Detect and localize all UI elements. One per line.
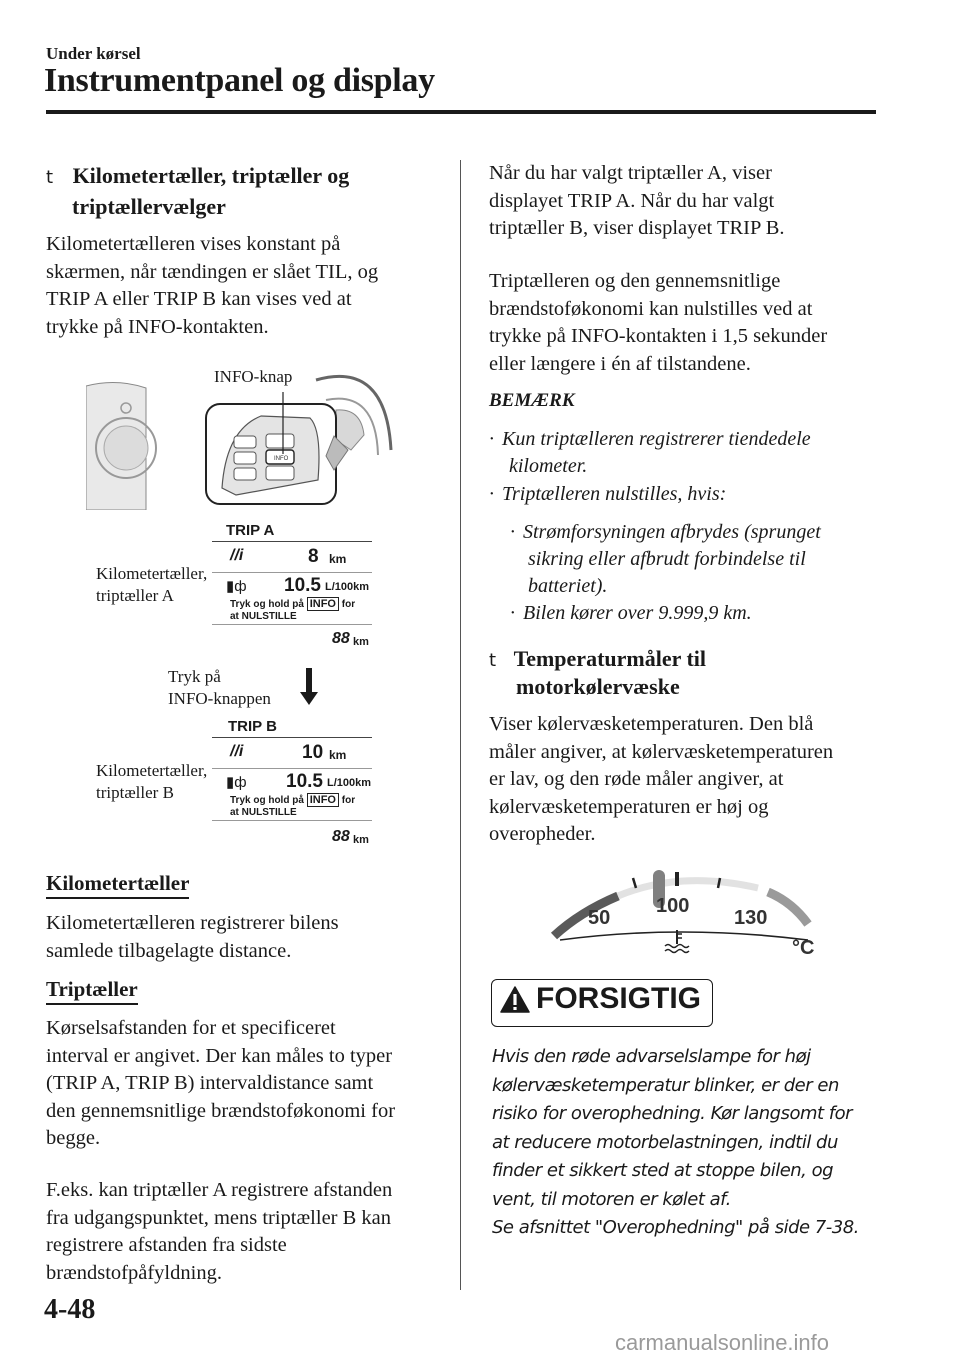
trip-a-fuel-economy: 10.5 <box>284 575 321 596</box>
note-subitem-2: · Bilen kører over 9.999,9 km. <box>510 602 752 624</box>
gauge-tick <box>633 878 636 888</box>
volume-up-button-icon <box>234 436 256 448</box>
intro-paragraph: Kilometertælleren vises konstant på skærmen, når tændingen er slået TIL, og TRIP A eller TRIP B kan vises ved at trykke på INFO-kontakten. <box>46 233 379 338</box>
header-rule <box>46 110 876 114</box>
label-trip-a: Kilometertæller, triptæller A <box>96 564 208 605</box>
gauge-label-100: 100 <box>656 895 690 917</box>
trip-a-reset-hint: Tryk og hold på INFO for at NULSTILLE <box>230 598 356 622</box>
trip-paragraph-1: Kørselsafstanden for et specificeret interval er angivet. Der kan måles to typer (TRIP A, TRIP B) intervaldistance samt den gennemsnitlige brændstoføkonomi for begge. <box>46 1017 396 1149</box>
odometer-b-unit: km <box>353 834 369 846</box>
odometer-paragraph: Kilometertælleren registrerer bilens samlede tilbagelagte distance. <box>46 912 339 962</box>
trip-b-title: TRIP B <box>228 718 277 735</box>
note-item-2: · Triptælleren nulstilles, hvis: <box>489 483 727 505</box>
temperature-heading-line2: motorkølervæske <box>516 674 680 699</box>
fuel-economy-icon: ▮ф <box>226 578 247 595</box>
odometer-a-value: 88 <box>332 630 350 647</box>
odometer-subheading: Kilometertæller <box>46 870 189 899</box>
info-button-label: INFO <box>274 456 289 462</box>
reset-paragraph: Triptælleren og den gennemsnitlige brændstoføkonomi kan nulstilles ved at trykke på INFO-kontakten i 1,5 sekunder eller længere i én af tilstandene. <box>489 270 828 375</box>
note-heading: BEMÆRK <box>489 390 575 411</box>
gauge-label-130: 130 <box>734 907 768 929</box>
odometer-trip-heading: t Kilometertæller, triptæller og <box>46 163 350 188</box>
coolant-temperature-icon <box>665 930 689 953</box>
info-key-box: INFO <box>307 597 339 611</box>
chapter-title: Instrumentpanel og display <box>44 62 435 99</box>
seek-up-button-icon <box>266 434 294 448</box>
info-key-box: INFO <box>307 793 339 807</box>
trip-subheading: Triptæller <box>46 976 138 1005</box>
gauge-face <box>104 426 148 470</box>
bullet: · <box>510 602 515 624</box>
bullet: · <box>489 483 494 505</box>
trip-distance-icon: //i <box>230 547 244 564</box>
section-label: Under kørsel <box>46 44 141 63</box>
column-divider <box>460 160 461 1290</box>
page-number: 4-48 <box>44 1294 96 1325</box>
normal-arc <box>618 881 758 896</box>
watermark: carmanualsonline.info <box>615 1330 830 1355</box>
caution-title: FORSIGTIG <box>536 982 701 1015</box>
warning-triangle-icon <box>500 986 530 1013</box>
heading-marker: t <box>46 167 54 188</box>
heading-marker: t <box>489 650 497 671</box>
label-press-info: Tryk på INFO-knappen <box>168 667 271 708</box>
odometer-b-value: 88 <box>332 828 350 845</box>
trip-b-distance: 10 <box>302 742 324 763</box>
display-trip-b <box>212 716 374 851</box>
info-knap-callout: INFO-knap <box>214 367 293 386</box>
trip-b-distance-unit: km <box>329 748 347 762</box>
gauge-baseline <box>560 932 808 940</box>
seek-down-button-icon <box>266 466 294 480</box>
trip-b-reset-hint: Tryk og hold på INFO for at NULSTILLE <box>230 794 356 818</box>
gauge-unit-celsius: °C <box>792 937 815 959</box>
volume-down-button-icon <box>234 468 256 480</box>
note-item-1: · Kun triptælleren registrerer tiendedele kilometer. <box>489 428 811 477</box>
trip-b-fuel-economy: 10.5 <box>286 771 323 792</box>
trip-paragraph-2: F.eks. kan triptæller A registrere afstanden fra udgangspunktet, mens triptæller B kan registrere afstanden fra sidste brændstofpåfyldning. <box>46 1179 393 1284</box>
odometer-a-unit: km <box>353 636 369 648</box>
arrow-down-icon <box>298 668 320 706</box>
note-subitem-1: · Strømforsyningen afbrydes (sprunget sikring eller afbrudt forbindelse til batteriet). <box>510 521 821 597</box>
trip-a-distance-unit: km <box>329 552 347 566</box>
fuel-economy-icon: ▮ф <box>226 774 247 791</box>
trip-a-distance: 8 <box>308 546 319 567</box>
trip-b-fuel-unit: L/100km <box>327 777 372 789</box>
trip-distance-icon: //i <box>230 743 244 760</box>
bullet: · <box>489 428 494 450</box>
odometer-trip-heading-line2: triptællervælger <box>72 194 226 219</box>
label-trip-b: Kilometertæller, triptæller B <box>96 761 208 802</box>
hot-arc <box>768 892 808 924</box>
trip-a-fuel-unit: L/100km <box>325 581 370 593</box>
mode-button-icon <box>234 452 256 464</box>
temperature-heading: t Temperaturmåler til <box>489 646 707 671</box>
temperature-paragraph: Viser kølervæsketemperaturen. Den blå måler angiver, at kølervæsketemperaturen er lav, og den røde måler angiver, at kølervæsketemperaturen er høj og overopheder. <box>489 713 834 845</box>
trip-a-title: TRIP A <box>226 522 275 539</box>
display-trip-a <box>212 520 374 655</box>
gauge-label-50: 50 <box>588 907 611 929</box>
trip-display-paragraph: Når du har valgt triptæller A, viser displayet TRIP A. Når du har valgt triptæller B, viser displayet TRIP B. <box>489 162 785 239</box>
coolant-temperature-gauge <box>540 864 830 964</box>
caution-text: Hvis den røde advarselslampe for høj kølervæsketemperatur blinker, er der en risiko for overophedning. Kør langsomt for at reducere motorbelastningen, indtil du finder et sikkert sted at stoppe bilen, og vent, til motoren er kølet af. Se afsnittet "Overophedning" på side 7-38. <box>492 1046 859 1238</box>
bullet: · <box>510 521 515 543</box>
